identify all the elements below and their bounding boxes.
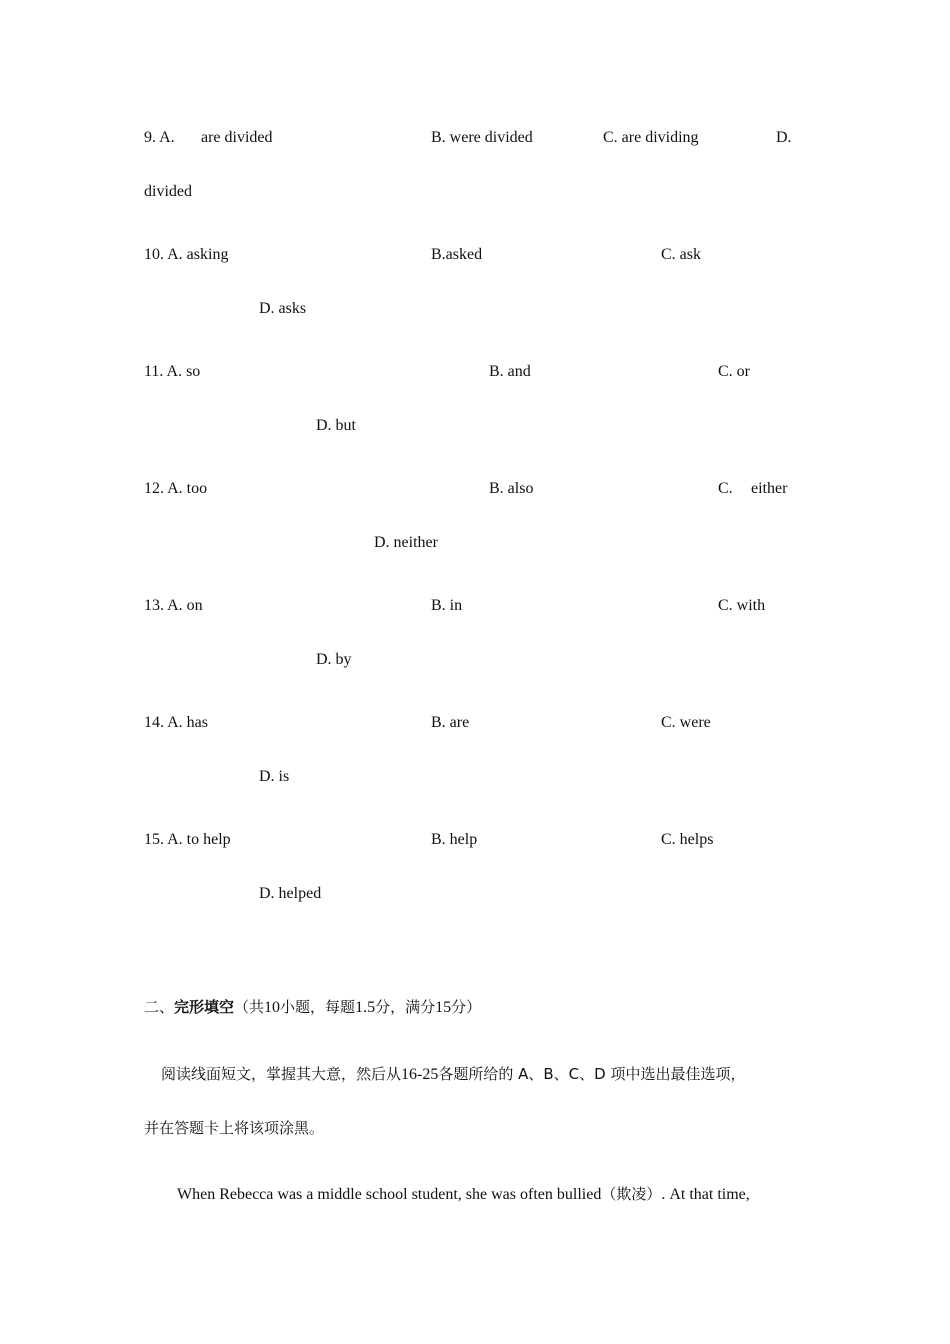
q14-option-c: C. were: [661, 714, 711, 731]
passage-text-c: . At that time,: [661, 1186, 750, 1203]
q10-option-c: C. ask: [661, 246, 701, 263]
section-heading: [144, 997, 481, 1018]
q11-option-d: D. but: [316, 417, 356, 434]
q9-option-d-label: D.: [776, 129, 792, 146]
instructions-line-2: 并在答题卡上将该项涂黑。: [144, 1119, 325, 1137]
q10-option-a: 10. A. asking: [144, 246, 229, 263]
q11-option-c: C. or: [718, 363, 750, 380]
section-info-3: 小题，每题: [280, 998, 356, 1016]
q9-option-a-text: are divided: [201, 129, 273, 146]
q12-option-c-label: C.: [718, 480, 733, 497]
q15-option-b: B. help: [431, 831, 478, 848]
q12-option-c-text: either: [751, 480, 788, 497]
passage-line-1: [177, 1184, 750, 1205]
section-info-2: 10: [264, 999, 281, 1016]
passage-text-b: （欺凌）: [601, 1185, 662, 1203]
q12-option-b: B. also: [489, 480, 534, 497]
instructions-part-b: 16-25: [401, 1066, 439, 1083]
q11-option-b: B. and: [489, 363, 531, 380]
q12-option-d: D. neither: [374, 534, 438, 551]
section-info-1: （共: [234, 998, 265, 1016]
q9-option-c: C. are dividing: [603, 129, 699, 146]
q10-option-b: B.asked: [431, 246, 483, 263]
q14-option-d: D. is: [259, 768, 290, 785]
passage-text-a: When Rebecca was a middle school student, she was often bullied: [177, 1186, 602, 1203]
q9-option-b: B. were divided: [431, 129, 533, 146]
q12-option-a: 12. A. too: [144, 480, 208, 497]
section-info-7: 分）: [451, 998, 482, 1016]
q10-option-d: D. asks: [259, 300, 307, 317]
q13-option-b: B. in: [431, 597, 463, 614]
q14-option-a: 14. A. has: [144, 714, 208, 731]
section-info-4: 1.5: [355, 999, 376, 1016]
section-info-5: 分，满分: [375, 998, 436, 1016]
section-number: 二、: [144, 998, 175, 1016]
instructions-part-c: 各题所给的 A、B、C、D 项中选出最佳选项，: [438, 1065, 746, 1083]
q13-option-a: 13. A. on: [144, 597, 203, 614]
q15-option-a: 15. A. to help: [144, 831, 231, 848]
q14-option-b: B. are: [431, 714, 470, 731]
q13-option-d: D. by: [316, 651, 352, 668]
q15-option-d: D. helped: [259, 885, 322, 902]
q13-option-c: C. with: [718, 597, 766, 614]
q9-option-d-text: divided: [144, 183, 192, 200]
instructions-line-1: [161, 1064, 745, 1085]
section-info-6: 15: [435, 999, 452, 1016]
q11-option-a: 11. A. so: [144, 363, 201, 380]
q15-option-c: C. helps: [661, 831, 714, 848]
instructions-part-a: 阅读线面短文，掌握其大意，然后从: [161, 1065, 402, 1083]
q9-option-a-label: 9. A.: [144, 129, 175, 146]
section-title: 完形填空: [174, 998, 235, 1016]
